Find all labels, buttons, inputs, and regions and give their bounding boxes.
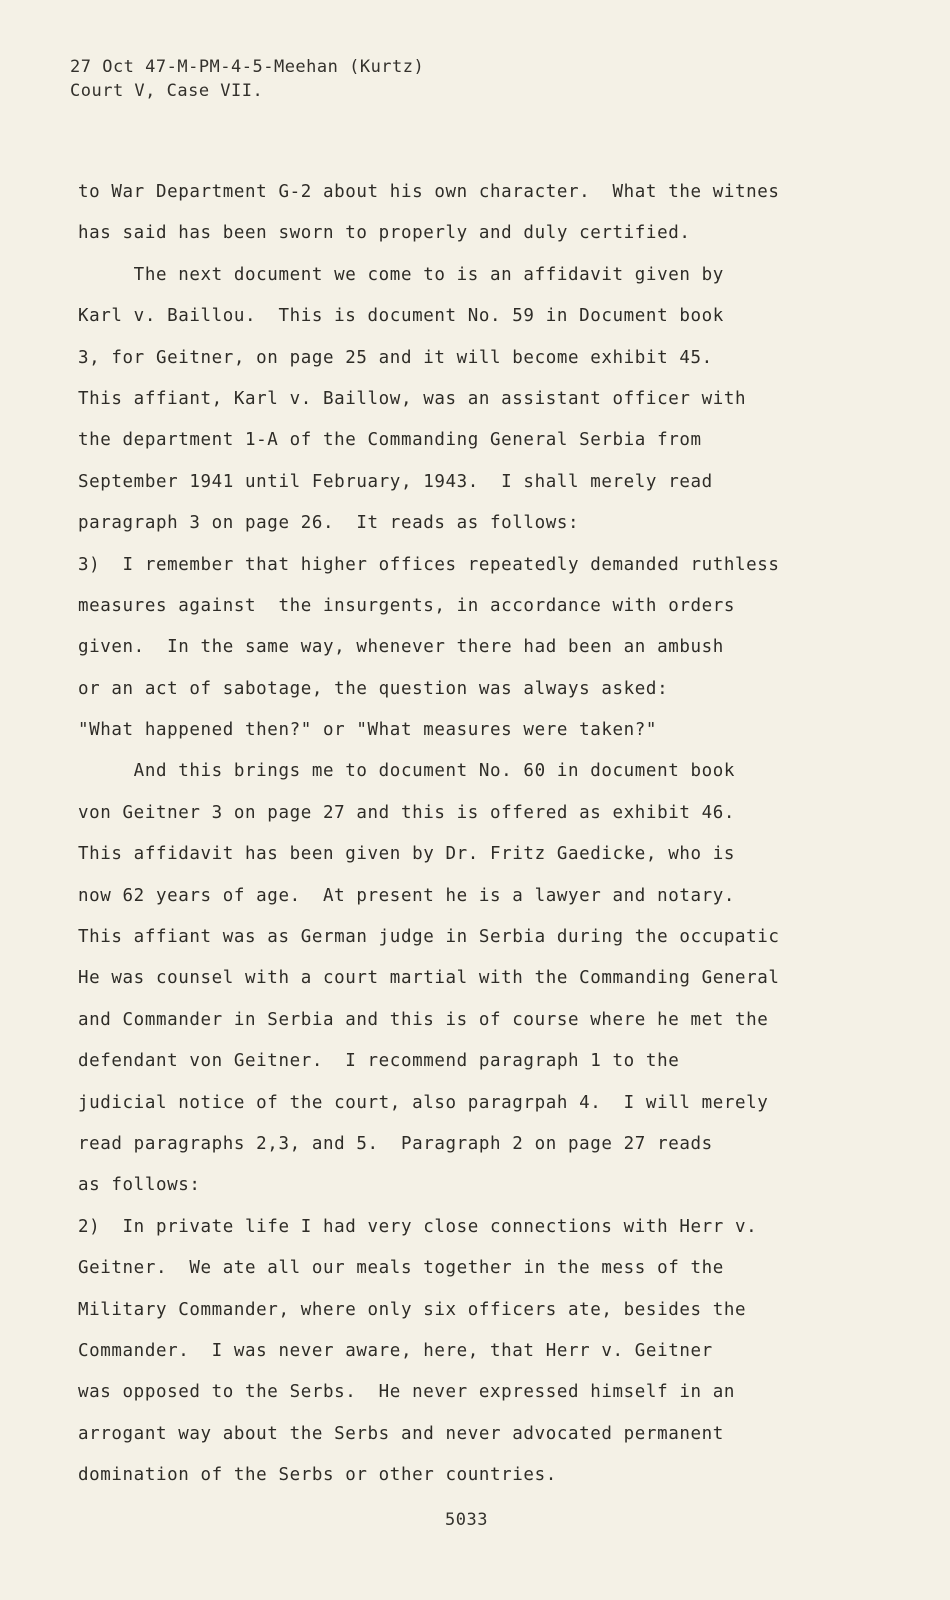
body-line: was opposed to the Serbs. He never expressed himself in an bbox=[78, 1382, 736, 1403]
body-line: This affiant, Karl v. Baillow, was an assistant officer with bbox=[78, 388, 747, 409]
body-line: measures against the insurgents, in accordance with orders bbox=[78, 595, 736, 616]
body-line: defendant von Geitner. I recommend paragraph 1 to the bbox=[78, 1051, 680, 1072]
body-line: domination of the Serbs or other countries. bbox=[78, 1465, 557, 1486]
body-line: Commander. I was never aware, here, that Herr v. Geitner bbox=[78, 1340, 713, 1361]
body-line: The next document we come to is an affidavit given by bbox=[78, 264, 724, 285]
body-line: arrogant way about the Serbs and never advocated permanent bbox=[78, 1423, 724, 1444]
body-line: And this brings me to document No. 60 in document book bbox=[78, 761, 736, 782]
body-line: paragraph 3 on page 26. It reads as follows: bbox=[78, 513, 580, 534]
body-line: Karl v. Baillou. This is document No. 59 in Document book bbox=[78, 306, 724, 327]
body-line: He was counsel with a court martial with the Commanding General bbox=[78, 968, 780, 989]
body-line: Geitner. We ate all our meals together in the mess of the bbox=[78, 1258, 724, 1279]
body-line: This affidavit has been given by Dr. Fritz Gaedicke, who is bbox=[78, 844, 736, 865]
body-line: read paragraphs 2,3, and 5. Paragraph 2 on page 27 reads bbox=[78, 1133, 713, 1154]
body-line: Military Commander, where only six officers ate, besides the bbox=[78, 1299, 747, 1320]
body-line: This affiant was as German judge in Serbia during the occupatic bbox=[78, 927, 780, 948]
body-line: September 1941 until February, 1943. I shall merely read bbox=[78, 471, 713, 492]
document-header bbox=[70, 55, 424, 103]
body-line: now 62 years of age. At present he is a lawyer and notary. bbox=[78, 885, 736, 906]
body-line: to War Department G-2 about his own character. What the witnes bbox=[78, 182, 780, 202]
body-line: as follows: bbox=[78, 1175, 201, 1196]
body-line: and Commander in Serbia and this is of course where he met the bbox=[78, 1009, 769, 1030]
document-body bbox=[78, 172, 878, 1497]
header-line-2: Court V, Case VII. bbox=[70, 81, 264, 101]
body-line: von Geitner 3 on page 27 and this is offered as exhibit 46. bbox=[78, 802, 736, 823]
body-line: "What happened then?" or "What measures were taken?" bbox=[78, 720, 658, 741]
body-line: or an act of sabotage, the question was always asked: bbox=[78, 678, 669, 699]
body-line: has said has been sworn to properly and duly certified. bbox=[78, 223, 691, 244]
body-line: 3, for Geitner, on page 25 and it will become exhibit 45. bbox=[78, 347, 713, 368]
body-line: given. In the same way, whenever there had been an ambush bbox=[78, 637, 724, 658]
body-line: 2) In private life I had very close connections with Herr v. bbox=[78, 1216, 758, 1237]
header-line-1: 27 Oct 47-M-PM-4-5-Meehan (Kurtz) bbox=[70, 57, 425, 77]
body-line: 3) I remember that higher offices repeatedly demanded ruthless bbox=[78, 554, 780, 575]
page-number: 5033 bbox=[445, 1510, 488, 1530]
body-line: the department 1-A of the Commanding General Serbia from bbox=[78, 430, 702, 451]
body-line: judicial notice of the court, also paragrpah 4. I will merely bbox=[78, 1092, 769, 1113]
